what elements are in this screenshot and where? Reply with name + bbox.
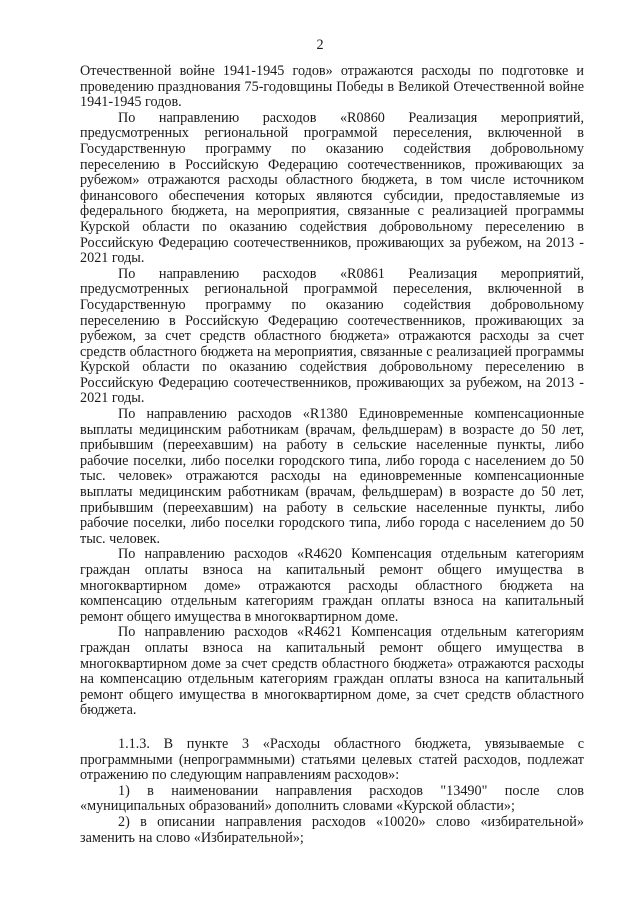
paragraph: По направлению расходов «R0861 Реализация мероприятий, предусмотренных региональной программой переселения, включенной в Государственную программу по оказанию содействия добровольному переселению в Российскую Федерацию соотечественников, проживающих за рубежом, за счет средств областного бюджета» отражаются расходы за счет средств областного бюджета на мероприятия, связанные с реализацией программы Курской области по оказанию содействия добровольному переселению в Российскую Федерацию соотечественников, проживающих за рубежом, на 2013 - 2021 годы. [80, 265, 584, 407]
paragraph: Отечественной войне 1941-1945 годов» отражаются расходы по подготовке и проведению празднования 75-годовщины Победы в Великой Отечественной войне 1941-1945 годов. [80, 63, 584, 111]
paragraph: По направлению расходов «R0860 Реализация мероприятий, предусмотренных региональной программой переселения, включенной в Государственную программу по оказанию содействия добровольному переселению в Российскую Федерацию соотечественников, проживающих за рубежом» отражаются расходы областного бюджета, в том числе источником финансового обеспечения которых являются субсидии, предоставляемые из федерального бюджета, на мероприятия, связанные с реализацией программы Курской области по оказанию содействия добровольному переселению в Российскую Федерацию соотечественников, проживающих за рубежом, на 2013 - 2021 годы. [80, 109, 584, 267]
document-body [80, 64, 584, 846]
page-number: 2 [316, 37, 324, 53]
paragraph: 1) в наименовании направления расходов "13490" после слов «муниципальных образований» дополнить словами «Курской области»; [80, 782, 584, 815]
paragraph: По направлению расходов «R1380 Единовременные компенсационные выплаты медицинским работникам (врачам, фельдшерам) в возрасте до 50 лет, прибывшим (переехавшим) на работу в сельские населенные пункты, либо рабочие поселки, либо поселки городского типа, либо города с населением до 50 тыс. человек» отражаются расходы на единовременные компенсационные выплаты медицинским работникам (врачам, фельдшерам) в возрасте до 50 лет, прибывшим (переехавшим) на работу в сельские населенные пункты, либо рабочие поселки, либо поселки городского типа, либо города с населением до 50 тыс. человек. [80, 406, 584, 547]
paragraph: По направлению расходов «R4620 Компенсация отдельным категориям граждан оплаты взноса на капитальный ремонт общего имущества в многоквартирном доме» отражаются расходы областного бюджета на компенсацию отдельным категориям граждан оплаты взноса на капитальный ремонт общего имущества в многоквартирном доме. [80, 546, 584, 625]
paragraph: По направлению расходов «R4621 Компенсация отдельным категориям граждан оплаты взноса на капитальный ремонт общего имущества в многоквартирном доме за счет средств областного бюджета» отражаются расходы на компенсацию отдельным категориям граждан оплаты взноса на капитальный ремонт общего имущества в многоквартирном доме, за счет средств областного бюджета. [80, 624, 584, 719]
paragraph: 2) в описании направления расходов «10020» слово «избирательной» заменить на слово «Избирательной»; [80, 813, 584, 846]
paragraph: 1.1.3. В пункте 3 «Расходы областного бюджета, увязываемые с программными (непрограммными) статьями целевых статей расходов, подлежат отражению по следующим направлениям расходов»: [80, 735, 584, 784]
